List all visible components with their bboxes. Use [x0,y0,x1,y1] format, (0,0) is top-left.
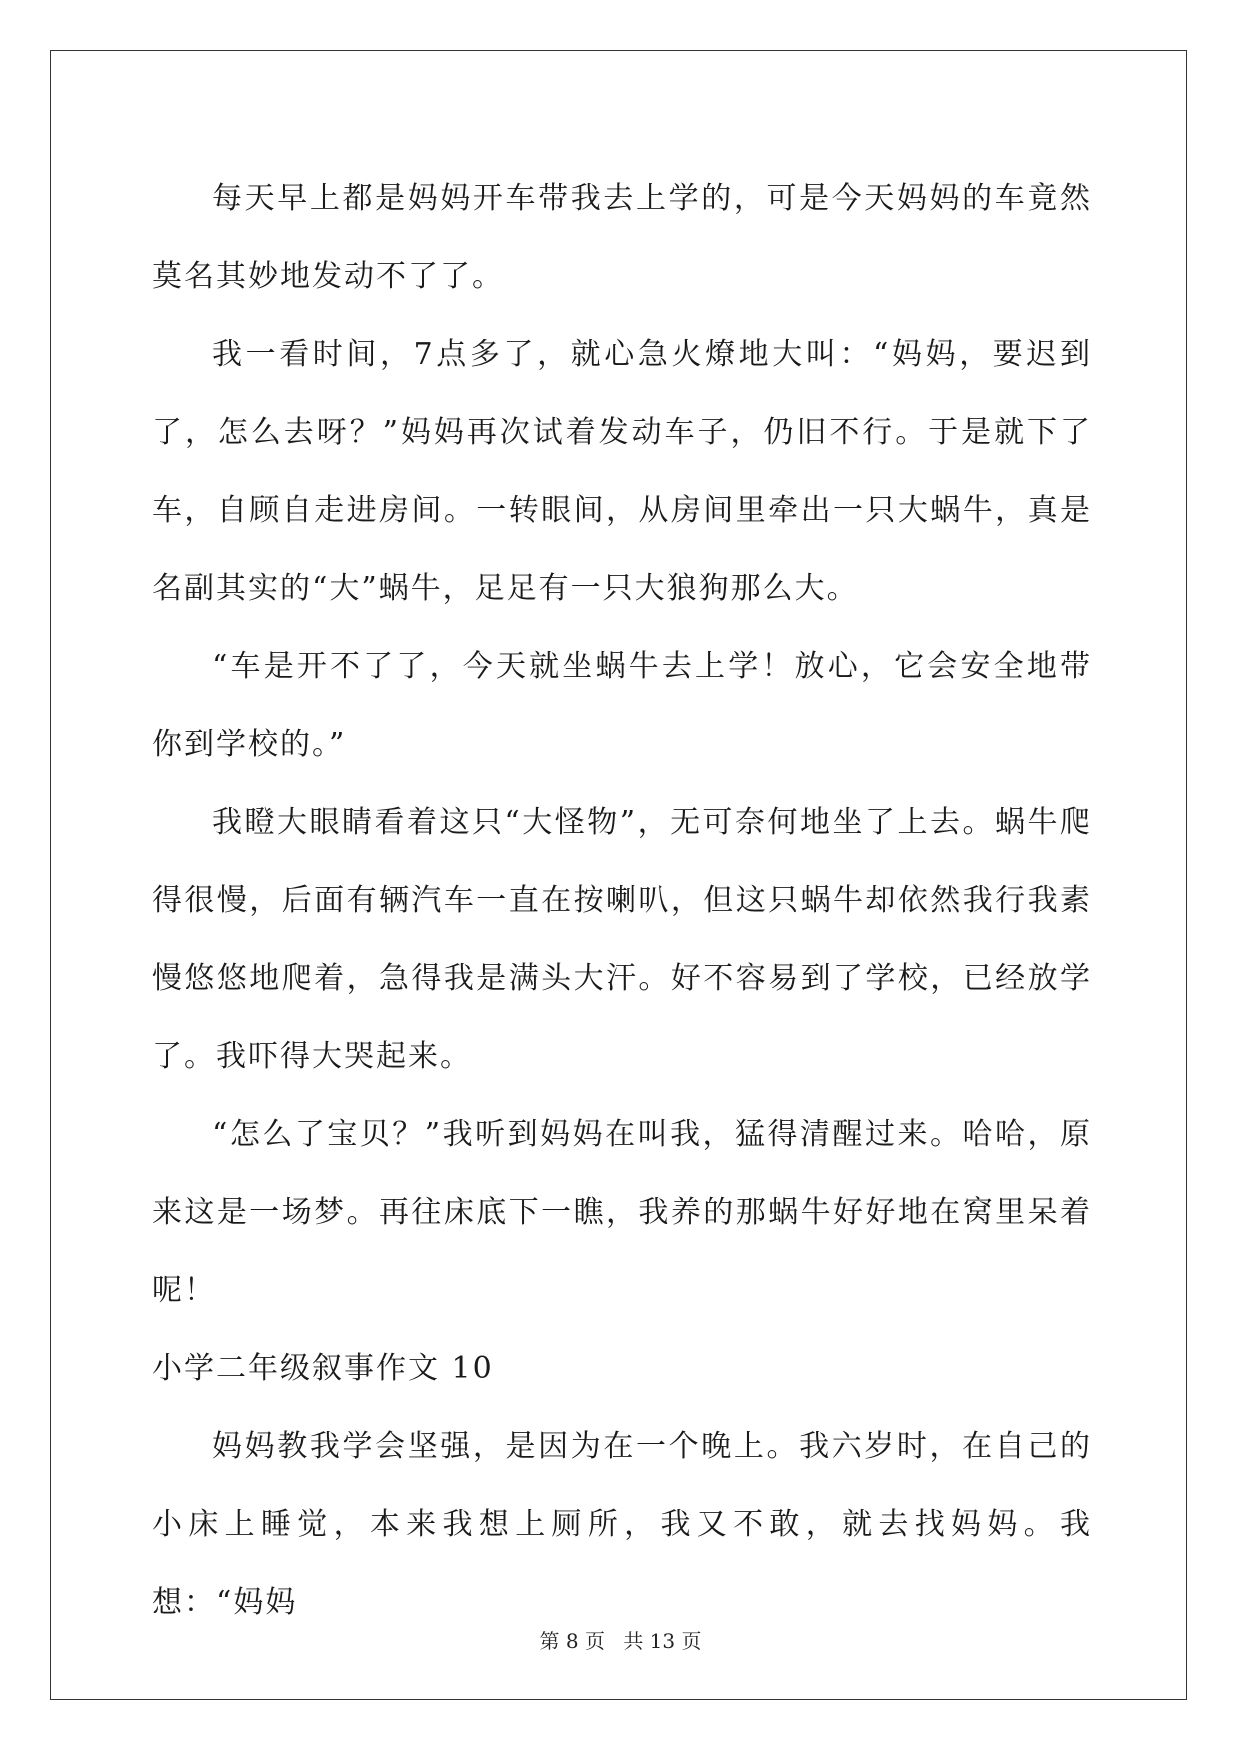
section-title: 小学二年级叙事作文 10 [152,1351,494,1386]
page-number: 第 8 页 [539,1629,605,1653]
paragraph: “怎么了宝贝？”我听到妈妈在叫我，猛得清醒过来。哈哈，原来这是一场梦。再往床底下一瞧，我养的那蜗牛好好地在窝里呆着呢！ [152,1117,1092,1308]
document-body [152,160,1092,1642]
paragraph: 我瞪大眼睛看着这只“大怪物”，无可奈何地坐了上去。蜗牛爬得很慢，后面有辆汽车一直在按喇叭，但这只蜗牛却依然我行我素慢悠悠地爬着，急得我是满头大汗。好不容易到了学校，已经放学了。我吓得大哭起来。 [152,805,1092,1074]
paragraph: 妈妈教我学会坚强，是因为在一个晚上。我六岁时，在自己的小床上睡觉，本来我想上厕所，我又不敢，就去找妈妈。我想：“妈妈 [152,1429,1092,1620]
paragraph: 每天早上都是妈妈开车带我去上学的，可是今天妈妈的车竟然莫名其妙地发动不了了。 [152,181,1092,294]
paragraph: 我一看时间，7点多了，就心急火燎地大叫：“妈妈，要迟到了，怎么去呀？”妈妈再次试着发动车子，仍旧不行。于是就下了车，自顾自走进房间。一转眼间，从房间里牵出一只大蜗牛，真是名副其实的“大”蜗牛，足足有一只大狼狗那么大。 [152,337,1092,606]
page-total: 共 13 页 [623,1629,702,1653]
paragraph: “车是开不了了，今天就坐蜗牛去上学！放心，它会安全地带你到学校的。” [152,649,1092,762]
page-footer [0,1625,1241,1654]
